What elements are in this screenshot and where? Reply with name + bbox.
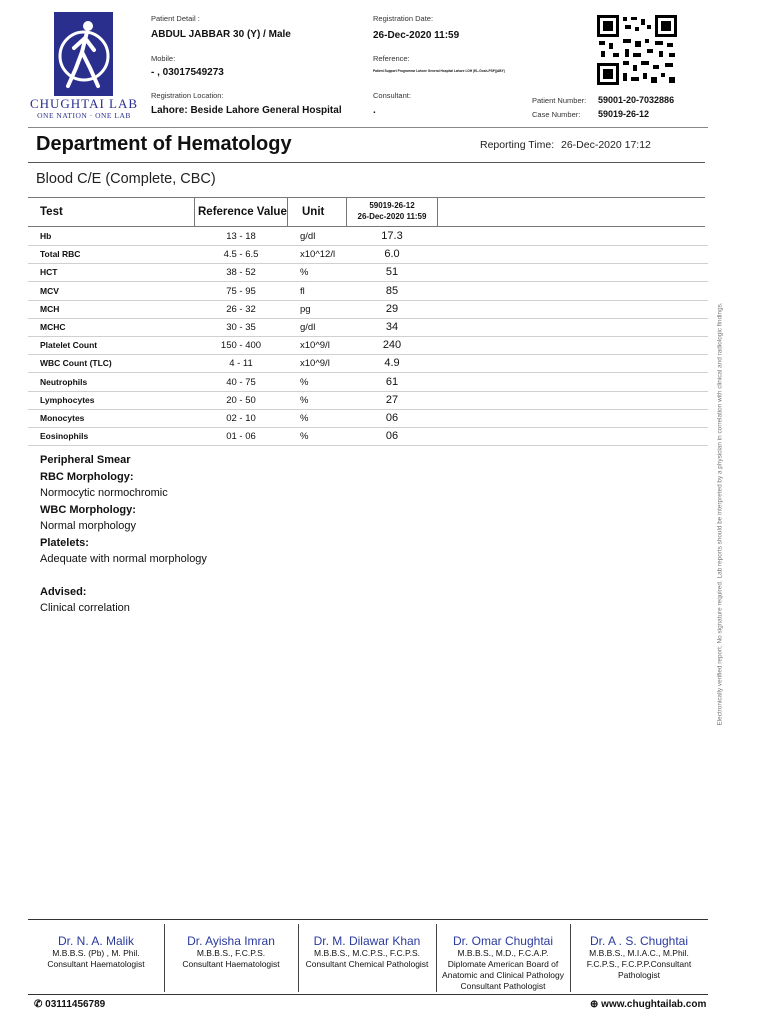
- result-value: 85: [385, 284, 399, 297]
- phone-number: 03111456789: [45, 999, 106, 1010]
- col-sep-1: [194, 198, 195, 226]
- reporting-time-label: Reporting Time:: [480, 139, 555, 151]
- platelets-value: Adequate with normal morphology: [40, 553, 207, 565]
- table-row: [28, 392, 708, 410]
- phone-icon: ✆: [34, 999, 43, 1010]
- lab-tagline: ONE NATION · ONE LAB: [37, 111, 131, 120]
- peripheral-smear-heading: Peripheral Smear: [40, 454, 131, 466]
- test-name: Platelet Count: [40, 340, 98, 351]
- reference-range: 38 - 52: [226, 267, 256, 279]
- unit: %: [300, 413, 309, 424]
- wbc-morphology-label: WBC Morphology:: [40, 503, 136, 516]
- reference-value: Patient Support Programme Lahore General Hospital Lahore LGH (EL-Gosh-PSP)(ABY): [373, 69, 505, 73]
- unit: x10^12/l: [300, 249, 336, 261]
- advised-label: Advised:: [40, 585, 87, 598]
- doctor-qualification: M.B.B.S., M.D., F.C.A.P.: [457, 948, 549, 958]
- doctor-separator: [570, 924, 571, 992]
- table-row: [28, 374, 708, 392]
- mobile-label: Mobile:: [151, 54, 176, 63]
- doctor-separator: [298, 924, 299, 992]
- result-value: 17.3: [381, 230, 403, 242]
- table-row: [28, 246, 708, 264]
- reg-date-label: Registration Date:: [373, 14, 434, 23]
- footer-divider: [28, 919, 708, 920]
- header-divider: [28, 127, 708, 128]
- test-name: MCH: [40, 303, 60, 314]
- unit: %: [300, 376, 309, 388]
- test-name: WBC Count (TLC): [40, 358, 112, 369]
- table-row: [28, 355, 708, 373]
- table-row: [28, 410, 708, 428]
- location-value: Lahore: Beside Lahore General Hospital: [151, 105, 342, 116]
- rbc-morphology-value: Normocytic normochromic: [40, 487, 168, 499]
- doctor-separator: [436, 924, 437, 992]
- table-row: [28, 283, 708, 301]
- unit: fl: [300, 285, 305, 297]
- reference-range: 4 - 11: [229, 358, 253, 370]
- result-value: 240: [382, 339, 402, 352]
- patient-name: ABDUL JABBAR 30 (Y) / Male: [151, 29, 291, 40]
- reporting-time-value: 26-Dec-2020 17:12: [561, 139, 651, 151]
- test-name: Hb: [40, 231, 52, 241]
- doctor-qualification: Anatomic and Clinical Pathology: [442, 970, 564, 980]
- lab-name: [28, 96, 140, 120]
- reference-range: 75 - 95: [226, 285, 256, 297]
- doctor-name: Dr. N. A. Malik: [57, 934, 134, 948]
- doctor-qualification: M.B.B.S., M.I.A.C., M.Phil.: [589, 948, 689, 958]
- patient-detail-label: Patient Detail :: [151, 14, 200, 23]
- unit: %: [300, 431, 309, 443]
- doctor-separator: [164, 924, 165, 992]
- reference-range: 30 - 35: [226, 322, 256, 333]
- test-name: Lymphocytes: [40, 394, 95, 405]
- advised-value: Clinical correlation: [40, 602, 130, 614]
- platelets-label: Platelets:: [40, 536, 89, 549]
- mobile-value: - , 03017549273: [151, 67, 224, 78]
- doctor-card: [28, 924, 164, 970]
- test-name: Eosinophils: [40, 431, 89, 442]
- doctor-qualification: Consultant Haematologist: [182, 959, 280, 969]
- logo-figure-icon: [54, 12, 113, 96]
- doctor-qualification: F.C.P.S., F.C.P.P.Consultant: [586, 959, 692, 969]
- doctor-qualification: M.B.B.S., F.C.P.S.: [196, 948, 266, 958]
- consultant-label: Consultant:: [373, 91, 411, 100]
- doctor-name: Dr. Omar Chughtai: [452, 934, 554, 948]
- globe-icon: ⊕: [590, 999, 599, 1010]
- qr-code-icon: [597, 15, 677, 85]
- unit: %: [300, 267, 309, 279]
- case-number-value: 59019-26-12: [598, 109, 650, 119]
- doctor-card: [436, 924, 570, 992]
- header-test: Test: [40, 206, 63, 218]
- doctor-qualification: Consultant Pathologist: [460, 981, 546, 991]
- unit: pg: [300, 303, 311, 315]
- doctor-qualification: Pathologist: [617, 970, 661, 980]
- footer-bottom-divider: [28, 994, 708, 995]
- doctor-name: Dr. Ayisha Imran: [187, 934, 275, 948]
- unit: x10^9/l: [300, 358, 330, 370]
- wbc-morphology-value: Normal morphology: [40, 520, 136, 532]
- reference-range: 20 - 50: [226, 394, 256, 406]
- header-reference: Reference Value: [198, 206, 287, 218]
- header-case: 59019-26-12: [369, 201, 415, 210]
- rbc-morphology-label: RBC Morphology:: [40, 470, 134, 483]
- header-unit: Unit: [302, 206, 325, 218]
- test-name: HCT: [40, 267, 58, 278]
- doctor-qualification: Consultant Chemical Pathologist: [305, 959, 429, 969]
- result-value: 29: [385, 302, 399, 315]
- reg-date-value: 26-Dec-2020 11:59: [373, 30, 460, 41]
- table-row: [28, 337, 708, 355]
- reference-range: 150 - 400: [220, 340, 262, 352]
- reference-label: Reference:: [373, 54, 410, 63]
- table-top-border: [28, 197, 705, 198]
- lab-logo: [54, 12, 113, 96]
- side-disclaimer-text: Electronically verified report. No signature required. Lab reports should be interpreted by a physician in correlation with clinical and radiologic findings.: [716, 302, 724, 726]
- table-row: [28, 228, 708, 246]
- result-value: 06: [385, 412, 399, 424]
- unit: x10^9/l: [300, 340, 330, 352]
- doctor-card: [164, 924, 298, 970]
- unit: g/dl: [300, 322, 316, 333]
- website-url: www.chughtailab.com: [601, 999, 707, 1010]
- side-disclaimer: [714, 258, 726, 770]
- patient-number-value: 59001-20-7032886: [598, 95, 675, 105]
- result-value: 6.0: [384, 248, 400, 261]
- reference-range: 02 - 10: [226, 413, 256, 424]
- doctor-qualification: Consultant Haematologist: [47, 959, 145, 969]
- doctor-card: [298, 924, 436, 970]
- reference-range: 13 - 18: [226, 231, 256, 242]
- table-row: [28, 264, 708, 282]
- phone-contact[interactable]: [34, 999, 105, 1010]
- doctor-qualification: Diplomate American Board of: [447, 959, 559, 969]
- doctor-qualification: M.B.B.S. (Pb) , M. Phil.: [52, 948, 140, 958]
- reference-range: 01 - 06: [226, 431, 256, 443]
- consultant-value: .: [373, 105, 376, 116]
- unit: %: [300, 394, 309, 406]
- doctor-name: Dr. M. Dilawar Khan: [313, 934, 421, 948]
- table-row: [28, 428, 708, 446]
- test-name: Total RBC: [40, 249, 81, 260]
- website-link[interactable]: [590, 999, 706, 1010]
- reference-range: 40 - 75: [226, 376, 256, 388]
- table-header-border: [28, 226, 705, 227]
- reference-range: 4.5 - 6.5: [223, 249, 259, 261]
- case-number-label: Case Number:: [532, 110, 581, 119]
- department-divider: [28, 162, 705, 163]
- test-name: MCV: [40, 285, 59, 296]
- reference-range: 26 - 32: [226, 303, 256, 315]
- result-value: 51: [385, 266, 399, 279]
- result-value: 27: [385, 393, 399, 406]
- doctor-qualification: M.B.B.S., M.C.P.S., F.C.P.S.: [314, 948, 420, 958]
- unit: g/dl: [300, 231, 316, 242]
- test-title: Blood C/E (Complete, CBC): [36, 171, 216, 187]
- location-label: Registration Location:: [151, 91, 224, 100]
- test-name: Monocytes: [40, 413, 85, 423]
- result-value: 06: [385, 430, 399, 443]
- test-name: Neutrophils: [40, 376, 88, 387]
- result-value: 4.9: [384, 357, 400, 370]
- department-title: Department of Hematology: [36, 133, 292, 155]
- doctor-name: Dr. A . S. Chughtai: [589, 934, 689, 948]
- lab-name-text: CHUGHTAI LAB: [29, 96, 139, 111]
- table-row: [28, 301, 708, 319]
- col-sep-2: [287, 198, 288, 226]
- test-name: MCHC: [40, 322, 66, 332]
- doctor-card: [570, 924, 708, 981]
- result-value: 61: [385, 375, 399, 388]
- table-row: [28, 319, 708, 337]
- header-date: 26-Dec-2020 11:59: [357, 212, 427, 221]
- result-value: 34: [385, 321, 399, 333]
- col-sep-4: [437, 198, 438, 226]
- patient-number-label: Patient Number:: [532, 96, 587, 105]
- notes-section: [40, 452, 207, 617]
